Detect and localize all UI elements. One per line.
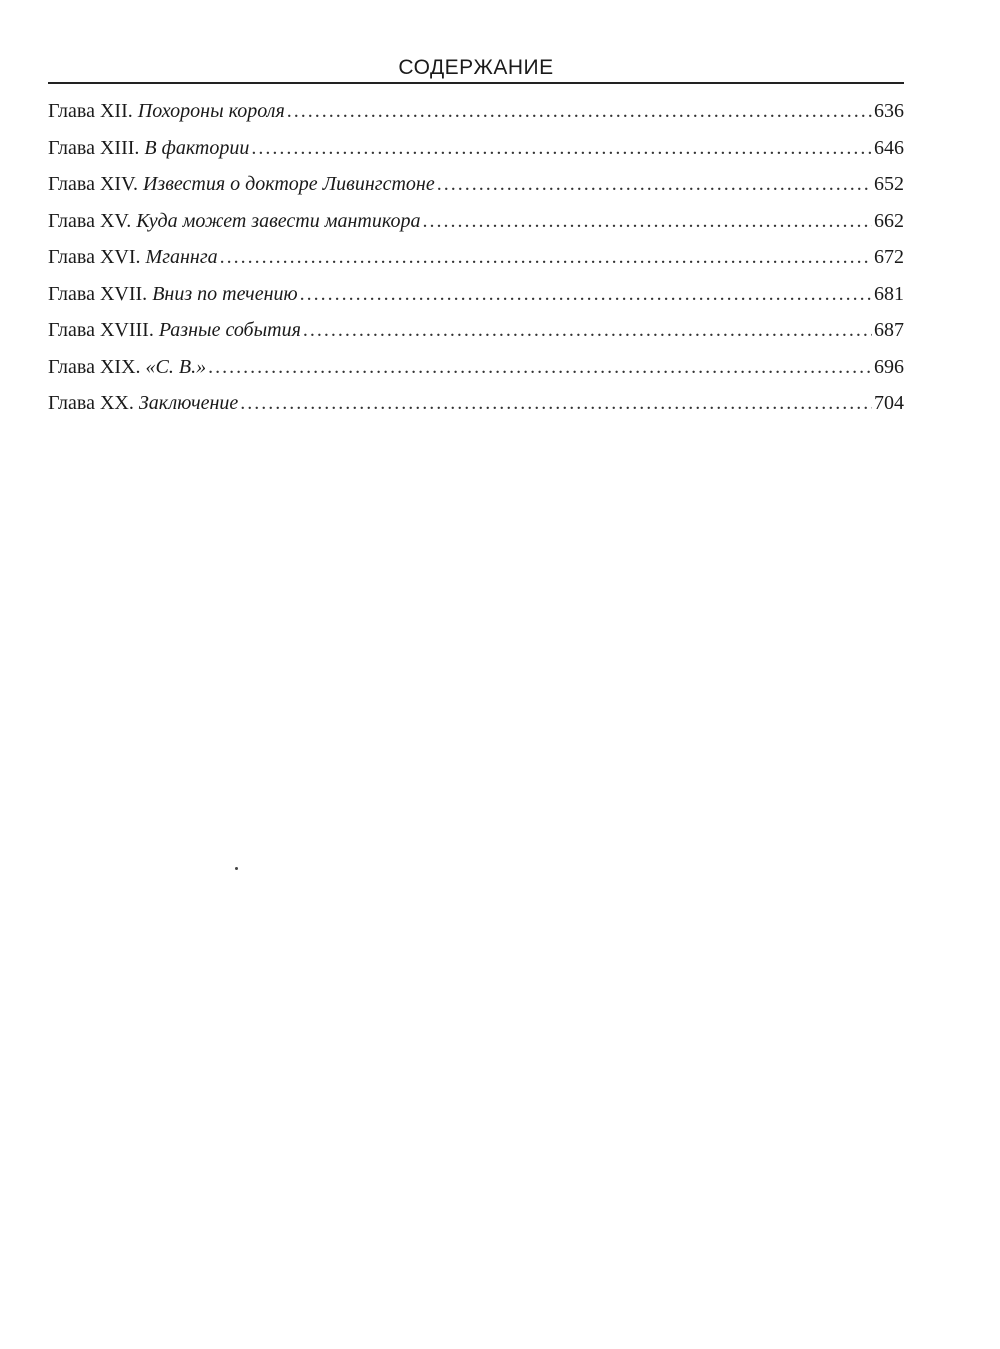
toc-chapter-number: Глава XII. — [48, 100, 133, 122]
toc-leader-dots — [300, 282, 872, 306]
toc-entry — [48, 172, 904, 209]
toc-page-number: 687 — [874, 319, 904, 341]
toc-chapter-title: Вниз по течению — [152, 282, 298, 305]
toc-page-number: 696 — [874, 355, 904, 378]
toc-page-number: 646 — [874, 136, 904, 159]
toc-chapter-number: Глава XIII. — [48, 136, 140, 159]
toc-chapter-title: Похороны короля — [137, 100, 285, 122]
toc-entry — [48, 99, 904, 136]
toc-page-number: 662 — [874, 209, 904, 232]
toc-leader-dots — [437, 172, 872, 196]
toc-chapter-title: В фактории — [144, 136, 250, 159]
toc-page-number: 652 — [874, 173, 904, 195]
header-rule — [48, 82, 904, 84]
toc-chapter-number: Глава XIX. — [48, 355, 141, 378]
page-header: СОДЕРЖАНИЕ — [398, 56, 554, 79]
toc-chapter-title: Известия о докторе Ливингстоне — [142, 173, 435, 195]
toc-chapter-title: «С. В.» — [145, 355, 207, 378]
toc-chapter-title: Куда может завести мантикора — [136, 209, 421, 232]
toc-chapter-number: Глава XVII. — [48, 282, 148, 305]
toc-chapter-number: Глава XVIII. — [48, 319, 154, 341]
toc-leader-dots — [303, 318, 872, 342]
toc-entry — [48, 245, 904, 282]
toc-leader-dots — [287, 99, 872, 123]
toc-page-number: 704 — [874, 392, 904, 414]
toc-entry — [48, 136, 904, 173]
toc-chapter-number: Глава XX. — [48, 392, 134, 414]
toc-entry — [48, 391, 904, 428]
toc-chapter-number: Глава XV. — [48, 209, 132, 232]
toc-page-number: 636 — [874, 100, 904, 122]
toc-leader-dots — [208, 355, 872, 379]
toc-leader-dots — [220, 245, 872, 269]
toc-entry — [48, 209, 904, 246]
toc-page-number: 681 — [874, 282, 904, 305]
toc-chapter-title: Мганнга — [145, 246, 218, 268]
toc-entry — [48, 282, 904, 319]
toc-leader-dots — [422, 209, 872, 233]
table-of-contents — [48, 99, 904, 428]
toc-chapter-number: Глава XIV. — [48, 173, 138, 195]
toc-leader-dots — [240, 391, 872, 415]
toc-leader-dots — [251, 136, 872, 160]
toc-chapter-title: Разные события — [158, 319, 301, 341]
print-speck — [235, 867, 238, 870]
toc-entry — [48, 318, 904, 355]
toc-chapter-number: Глава XVI. — [48, 246, 141, 268]
toc-page-number: 672 — [874, 246, 904, 268]
toc-chapter-title: Заключение — [138, 392, 239, 414]
toc-entry — [48, 355, 904, 392]
